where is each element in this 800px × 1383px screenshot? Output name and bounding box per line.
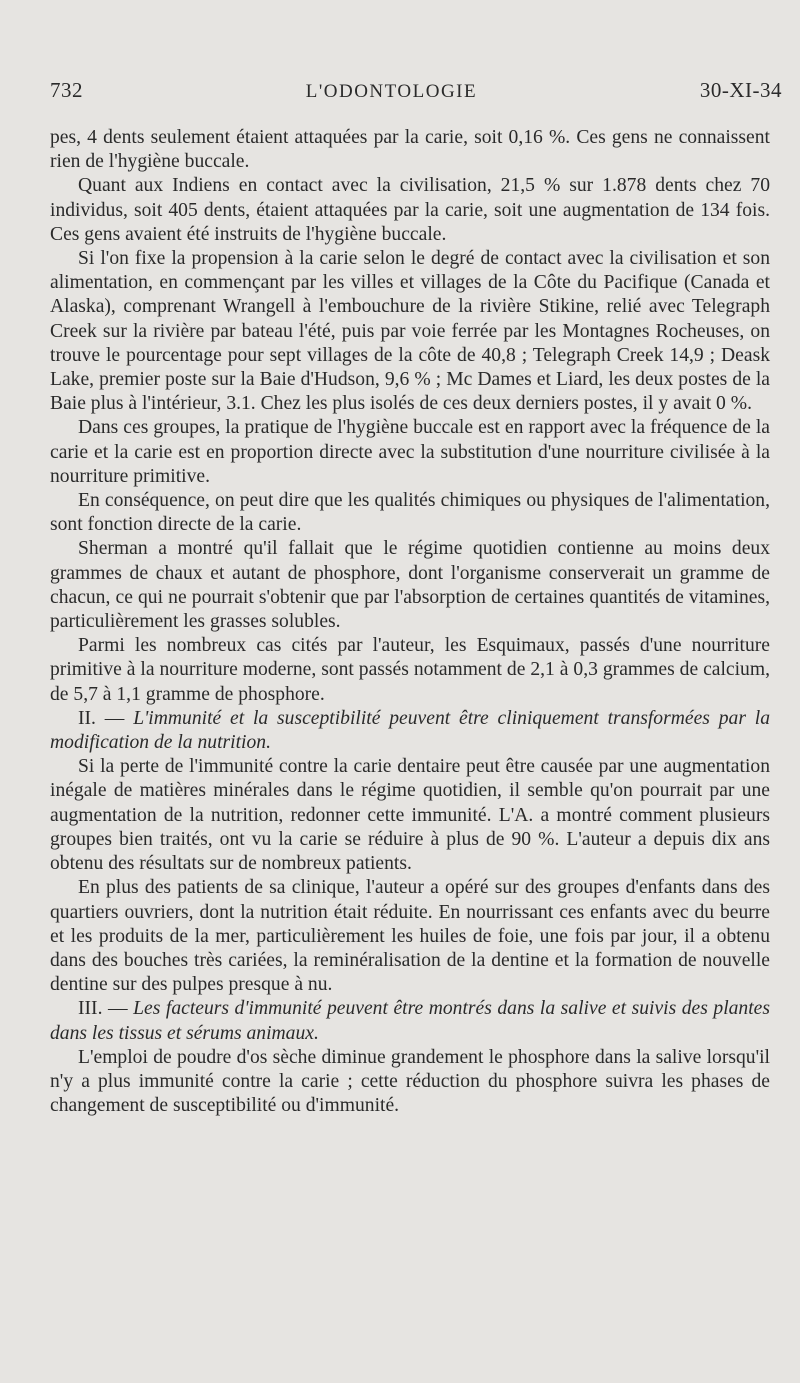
paragraph: Quant aux Indiens en contact avec la civilisation, 21,5 % sur 1.878 dents chez 70 individus, soit 405 dents, étaient attaquées par la carie, soit une augmentation de 134 fois. Ces gens avaient été instruits de l'hygiène buccale. bbox=[50, 175, 770, 245]
paragraph: L'emploi de poudre d'os sèche diminue grandement le phosphore dans la salive lorsqu'il n'y a plus immunité contre la carie ; cette réduction du phosphore suivra les phases de changement de susceptibilité ou d'immunité. bbox=[50, 1046, 770, 1117]
issue-date: 30-XI-34 bbox=[699, 78, 782, 102]
paragraph: Si l'on fixe la propension à la carie selon le degré de contact avec la civilisation et son alimentation, en commençant par les villes et villages de la Côte du Pacifique (Canada et Alaska), comprenant Wrangell à l'embouchure de la rivière Stikine, relié avec Telegraph Creek sur la rivière par bateau l'été, puis par voie ferrée par les Montagnes Rocheuses, on trouve le pourcentage pour sept villages de la côte de 40,8 ; Telegraph Creek 14,9 ; Deask Lake, premier poste sur la Baie d'Hudson, 9,6 % ; Mc Dames et Liard, les deux postes de la Baie plus à l'intérieur, 3.1. Chez les plus isolés de ces deux derniers postes, il y avait 0 %. bbox=[50, 248, 770, 415]
section-title: L'immunité et la susceptibilité peuvent être cliniquement transformées par la modification de la nutrition. bbox=[50, 707, 770, 754]
paragraph: Sherman a montré qu'il fallait que le régime quotidien contienne au moins deux grammes de chaux et autant de phosphore, dont l'organisme conserverait un gramme de chacun, ce qui ne pourrait s'obtenir que par l'absorption de certaines quantités de vitamines, particulièrement les grasses solubles. bbox=[50, 538, 770, 633]
page-number: 732 bbox=[50, 78, 83, 102]
paragraph: Dans ces groupes, la pratique de l'hygiène buccale est en rapport avec la fréquence de la carie et la carie est en proportion directe avec la substitution d'une nourriture civilisée à la nourriture primitive. bbox=[50, 417, 770, 487]
section-number: III. — bbox=[78, 998, 128, 1020]
section-heading-2 bbox=[50, 707, 770, 755]
section-number: II. — bbox=[78, 707, 125, 729]
paragraph: Parmi les nombreux cas cités par l'auteur, les Esquimaux, passés d'une nourriture primitive à la nourriture moderne, sont passés notamment de 2,1 à 0,3 grammes de calcium, de 5,7 à 1,1 gramme de phosphore. bbox=[50, 635, 770, 705]
article-body bbox=[50, 126, 770, 1118]
section-heading-3 bbox=[50, 997, 770, 1045]
paragraph: En plus des patients de sa clinique, l'auteur a opéré sur des groupes d'enfants dans des quartiers ouvriers, dont la nutrition était réduite. En nourrissant ces enfants avec du beurre et les produits de la mer, particulièrement les huiles de foie, une fois par jour, il a obtenu dans des bouches très cariées, la reminéralisation de la dentine et la formation de nouvelle dentine sur des pulpes presque à nu. bbox=[50, 877, 770, 996]
paragraph: Si la perte de l'immunité contre la carie dentaire peut être causée par une augmentation inégale de matières minérales dans le régime quotidien, il semble qu'on pourrait par une augmentation de la nutrition, redonner cette immunité. L'A. a montré comment plusieurs groupes bien traités, ont vu la carie se réduire à plus de 90 %. L'auteur a depuis dix ans obtenu des résultats sur de nombreux patients. bbox=[50, 756, 770, 875]
journal-title: L'ODONTOLOGIE bbox=[305, 81, 478, 102]
running-header bbox=[50, 78, 782, 103]
paragraph: En conséquence, on peut dire que les qualités chimiques ou physiques de l'alimentation, sont fonction directe de la carie. bbox=[50, 490, 770, 536]
section-title: Les facteurs d'immunité peuvent être montrés dans la salive et suivis des plantes dans les tissus et sérums animaux. bbox=[50, 998, 770, 1044]
paragraph: pes, 4 dents seulement étaient attaquées par la carie, soit 0,16 %. Ces gens ne connaissent rien de l'hygiène buccale. bbox=[50, 127, 770, 173]
